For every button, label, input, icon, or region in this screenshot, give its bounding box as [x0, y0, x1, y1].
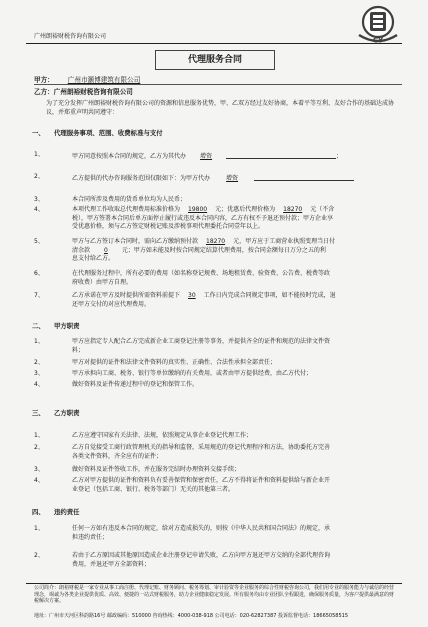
item-number: 4、: [34, 477, 44, 484]
section-3-heading: [32, 409, 80, 418]
standard-price: 19800: [188, 206, 208, 213]
blank-line: [226, 151, 336, 159]
party-divider: [34, 84, 402, 85]
item-text: 税），甲方签署本合同后单方面停止履行或违反本合同内容，乙方有权不予退还预付款；甲方企业享: [72, 214, 334, 222]
item-number: 7、: [34, 292, 44, 299]
company-logo: [355, 5, 401, 45]
item-text: 还甲方交付的对应代理费用。: [72, 300, 151, 308]
item-text: 甲方对提供的证件和法律文件资料的真实性、正确性、合法性承担全部责任；: [72, 359, 277, 366]
item-text: 甲方应指定专人配合乙方完成新企业工商登记注册等事务，并提供齐全的证件和规范的法律文件资: [72, 338, 331, 345]
item-text-end: ；: [336, 153, 343, 160]
party-b-value: 广州朗裕财税咨询有限公司: [53, 88, 133, 96]
item-text: 甲方承担向工商、税务、银行等单位缴纳的有关费用，或者由甲方提供经费，由乙方代付；: [72, 370, 313, 377]
item-text: 担违约责任；: [72, 533, 109, 541]
item-text: 费用，并退还甲方全部资料；: [72, 560, 151, 568]
item-number: 4、: [34, 381, 44, 388]
logo-text: CY: [372, 36, 384, 45]
blank-line: [254, 173, 354, 181]
item-text: 业登记（包括工商、银行、税务等部门）无关的其他第三者。: [72, 485, 235, 493]
section-title: 甲方职责: [54, 322, 80, 330]
item-text: 本项代理工作收取总代理费用标准价格为: [72, 206, 181, 213]
balance-value: 0: [104, 246, 108, 254]
item-number: 2、: [34, 359, 44, 366]
item-number: 2、: [34, 552, 44, 559]
item-text: 元；优惠后代理价格为: [215, 206, 276, 213]
party-a-label: 甲方：: [34, 76, 54, 84]
item-text: 在代理服务过程中，所有必要的费用（如名称登记规费、场地租赁费、验资费、公告费、税费等政: [72, 270, 331, 277]
item-text: 元，甲方应于工商营业执照变理当日付: [233, 238, 336, 245]
header-divider: [26, 43, 402, 44]
item-text: 元（不含: [310, 206, 335, 213]
item-text: 甲方同意按照本合同的规定，乙方为其代办: [72, 153, 187, 160]
item-text: 做好资料及证件传递过程中的登记和保管工作。: [72, 381, 199, 388]
item-number: 5、: [34, 238, 44, 245]
item-number: 1、: [34, 432, 44, 439]
footer-divider: [26, 583, 402, 584]
fill-value: 增资: [200, 153, 213, 160]
section-title: 违约责任: [54, 508, 80, 516]
section-2-heading: [32, 322, 80, 331]
item-text: 息支付给乙方。: [72, 255, 115, 263]
header-company-name: 广州朗裕财税咨询有限公司: [34, 33, 107, 40]
item-text: 受优惠价格，须与乙方签定财税记账及涉税事项代理委托合同壹年以上。: [72, 223, 265, 231]
discount-price: 18270: [283, 206, 303, 213]
fill-value: 增资: [226, 175, 239, 182]
item-text: 乙方提供的代办咨询服务范围仅限如下：为甲方代办: [72, 175, 211, 182]
item-text: 本合同所涉及费用的货币单位均为人民币；: [72, 196, 187, 203]
item-text: 乙方自觉接受工商行政管理机关的指导和监督，采用规范的登记代理程序和方法，协助委托方完善: [72, 444, 331, 451]
workday-count: 30: [188, 292, 196, 299]
item-number: 6、: [34, 270, 44, 277]
section-number: 四、: [32, 508, 45, 516]
item-text: 清余款: [72, 246, 91, 254]
item-number: 1、: [34, 525, 44, 532]
party-a-value: 广州市灏博建筑有限公司: [67, 76, 141, 84]
item-text: 乙方承诺在甲方及时提供所需资料前提下: [72, 292, 181, 299]
section-title: 代理服务事项、范围、收费标准与支付: [54, 129, 163, 137]
item-text: 若由于乙方原因或其他原因造成企业注册登记申请失败，乙方向甲方退还甲方交纳的全部代理咨询: [72, 552, 331, 559]
item-text: 任何一方如有违反本合同的规定，给对方造成损失的，则按《中华人民共和国合同法》的规定，承: [72, 525, 331, 532]
item-number: 1、: [34, 151, 44, 158]
party-b-label: 乙方：: [34, 88, 54, 96]
item-number: 3、: [34, 196, 44, 203]
contract-title: 代理服务合同: [155, 50, 275, 70]
section-4-heading: [32, 508, 80, 517]
item-number: 2、: [34, 173, 44, 180]
footer-contact-info: 地址：广州市天河区科韵路16号 邮政编码：510000 咨询热线：4000-038-918 公司电话：020-62827387 投诉监督电话：18665058515: [34, 613, 349, 619]
item-number: 3、: [34, 466, 44, 473]
item-text: 甲方与乙方签订本合同时，需向乙方缴纳预付款: [72, 238, 199, 245]
item-number: 2、: [34, 444, 44, 451]
section-number: 三、: [32, 409, 45, 417]
party-b: [34, 88, 133, 97]
item-text: 府收费）由甲方自理。: [72, 278, 133, 286]
item-text: 乙方对甲方提供的证件和资料负有妥善保管和保密责任，乙方不得将证件和资料提供给与新企业开: [72, 477, 331, 484]
item-text: 工作日内完成合同规定事项，如不能按时完成，退: [203, 292, 336, 299]
footer-company-intro: 公司简介：朗裕财税是一家专业从事工商注册、代理记账、财务顾问、税务筹划、审计验资等企业服务的综合性财税咨询公司，我们用专业的服务能力与诚信的经营理念，竭诚为各类企业提供优质、高效、便捷的一站式财税服务，助力企业健康稳定发展。所有服务均由专业团队全程跟进，确保服务质量，为客户提供最满意的财税解决方案。: [34, 585, 395, 605]
item-number: 1、: [34, 338, 44, 345]
item-text: 料；: [72, 346, 85, 354]
intro-paragraph: 为了充分发挥广州朗裕财税咨询有限公司的资源和信息服务优势，甲、乙双方经过友好协商，本着平等互利、友好合作的基础达成协议，并郑重声明共同遵守：: [46, 100, 395, 116]
section-1-heading: [32, 129, 163, 138]
section-number: 一、: [32, 129, 45, 137]
item-text: 乙方应遵守国家有关法律、法规，依照规定从事企业登记代理工作；: [72, 432, 253, 439]
item-text: 各类文件资料，齐全应有的证件；: [72, 452, 163, 460]
item-number: 3、: [34, 370, 44, 377]
prepayment-value: 18270: [206, 238, 226, 245]
item-number: 4、: [34, 206, 44, 213]
section-number: 二、: [32, 322, 45, 330]
item-text: 做好资料及证件签收工作，并在服务完结时办理资料交接手续；: [72, 466, 241, 473]
item-text: 元；甲方如未能及时按合同规定结算代理费用，按合同金额每日万分之五的利: [121, 246, 326, 254]
section-title: 乙方职责: [54, 409, 80, 417]
